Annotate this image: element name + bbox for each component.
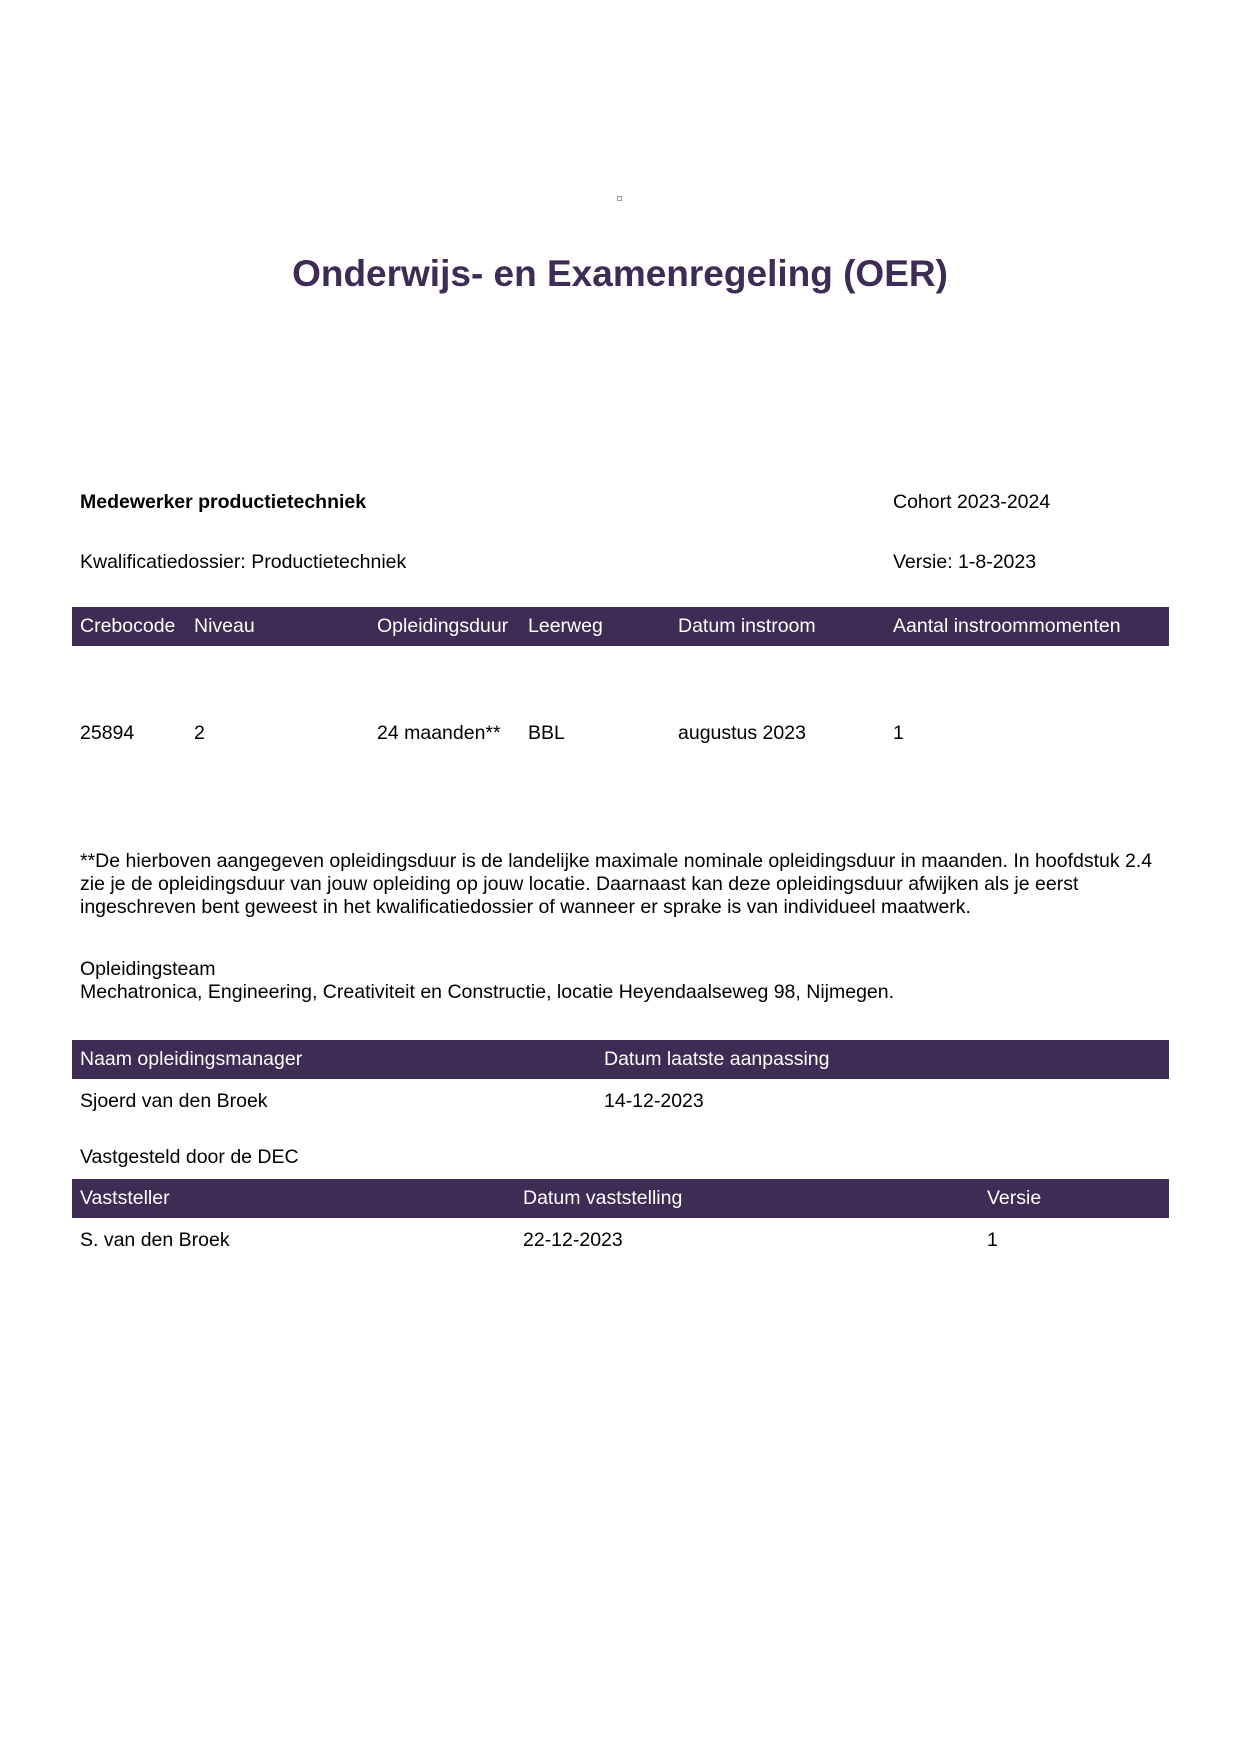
cell-aantal-instroommomenten: 1 <box>893 722 904 744</box>
header-datum-vaststelling: Datum vaststelling <box>523 1187 683 1209</box>
manager-table-header <box>72 1040 1169 1079</box>
footnote: **De hierboven aangegeven opleidingsduur is de landelijke maximale nominale opleidingsduur in maanden. In hoofdstuk 2.4 zie je de opleidingsduur van jouw opleiding op jouw locatie. Daarnaast kan deze opleidingsduur afwijken als je eerst ingeschreven bent geweest in het kwalificatiedossier of wanneer er sprake is van individueel maatwerk. <box>80 850 1153 918</box>
cell-crebocode: 25894 <box>80 722 135 744</box>
header-aantal-instroommomenten: Aantal instroommomenten <box>893 615 1121 637</box>
program-name: Medewerker productietechniek <box>80 491 367 513</box>
cell-last-modified: 14-12-2023 <box>604 1090 704 1112</box>
cell-versie: 1 <box>987 1229 998 1251</box>
header-crebocode: Crebocode <box>80 615 176 637</box>
program-table-row <box>72 722 1169 745</box>
page-marker-icon <box>617 196 622 201</box>
manager-table-row <box>72 1090 1169 1113</box>
qualification-file: Kwalificatiedossier: Productietechniek <box>80 551 407 573</box>
team-description: Mechatronica, Engineering, Creativiteit en Constructie, locatie Heyendaalseweg 98, Nijmegen. <box>80 981 895 1003</box>
header-datum-instroom: Datum instroom <box>678 615 816 637</box>
header-niveau: Niveau <box>194 615 255 637</box>
cell-opleidingsduur: 24 maanden** <box>377 722 501 744</box>
cohort-label: Cohort 2023-2024 <box>893 491 1051 513</box>
approval-label: Vastgesteld door de DEC <box>80 1146 299 1168</box>
header-naam-opleidingsmanager: Naam opleidingsmanager <box>80 1048 303 1070</box>
header-versie: Versie <box>987 1187 1042 1209</box>
header-datum-laatste-aanpassing: Datum laatste aanpassing <box>604 1048 830 1070</box>
cell-leerweg: BBL <box>528 722 565 744</box>
document-title: Onderwijs- en Examenregeling (OER) <box>292 253 948 294</box>
cell-manager-name: Sjoerd van den Broek <box>80 1090 268 1112</box>
cell-datum-vaststelling: 22-12-2023 <box>523 1229 623 1251</box>
cell-vaststeller: S. van den Broek <box>80 1229 230 1251</box>
cell-datum-instroom: augustus 2023 <box>678 722 806 744</box>
header-leerweg: Leerweg <box>528 615 603 637</box>
team-label: Opleidingsteam <box>80 958 216 980</box>
approval-table-row <box>72 1229 1169 1252</box>
header-vaststeller: Vaststeller <box>80 1187 170 1209</box>
version-label: Versie: 1-8-2023 <box>893 551 1037 573</box>
approval-table-header <box>72 1179 1169 1218</box>
header-opleidingsduur: Opleidingsduur <box>377 615 509 637</box>
cell-niveau: 2 <box>194 722 205 744</box>
program-table-header <box>72 607 1169 646</box>
team-block <box>80 958 894 1004</box>
